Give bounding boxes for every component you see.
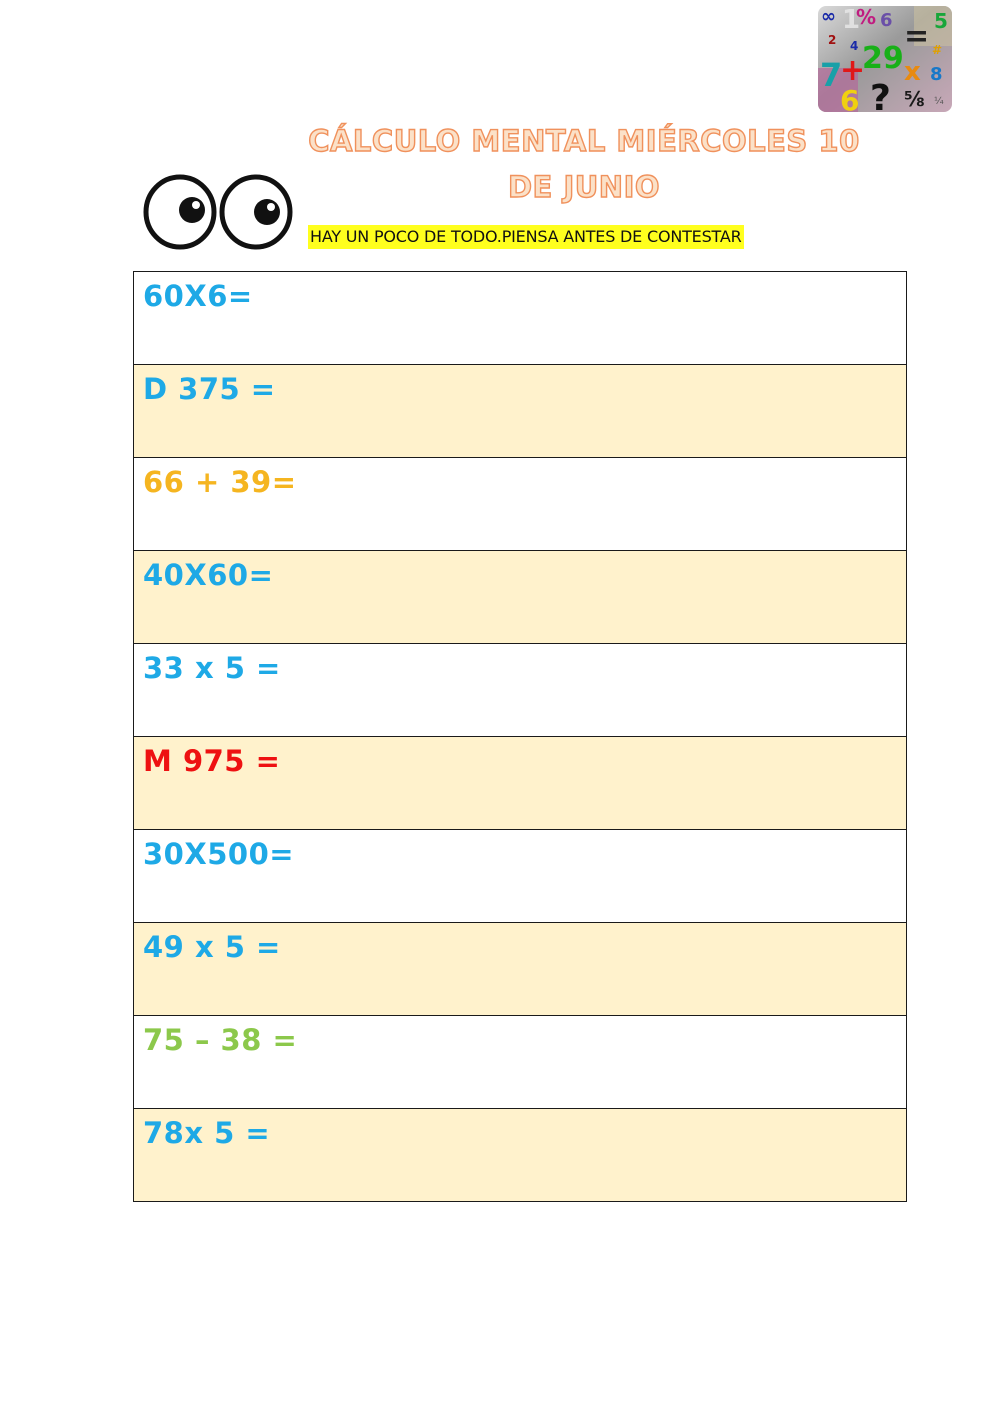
exercise-cell[interactable] — [134, 737, 907, 830]
exercise-text: 49 x 5 = — [143, 930, 281, 964]
exercise-cell[interactable] — [134, 551, 907, 644]
svg-text:?: ? — [870, 78, 891, 112]
svg-text:x: x — [904, 57, 921, 87]
svg-text:1: 1 — [842, 6, 861, 35]
exercise-cell[interactable] — [134, 830, 907, 923]
exercise-row — [134, 1109, 907, 1202]
svg-text:#: # — [932, 43, 943, 57]
svg-text:%: % — [856, 6, 877, 29]
exercise-cell[interactable] — [134, 272, 907, 365]
exercise-text: 78x 5 = — [143, 1116, 271, 1150]
svg-text:4: 4 — [850, 39, 859, 53]
exercise-row — [134, 365, 907, 458]
exercise-cell[interactable] — [134, 1109, 907, 1202]
exercise-text: 60X6= — [143, 279, 253, 313]
exercise-row — [134, 830, 907, 923]
svg-text:+: + — [840, 53, 866, 88]
exercise-cell[interactable] — [134, 1016, 907, 1109]
title-line-1: CÁLCULO MENTAL MIÉRCOLES 10 — [308, 124, 860, 158]
exercise-text: 30X500= — [143, 837, 295, 871]
svg-text:=: = — [904, 19, 930, 54]
svg-text:2: 2 — [828, 33, 837, 47]
exercise-row — [134, 923, 907, 1016]
eyes-decoration — [140, 172, 296, 252]
svg-text:7: 7 — [820, 56, 843, 94]
exercise-cell[interactable] — [134, 365, 907, 458]
exercise-row — [134, 1016, 907, 1109]
page-title — [300, 118, 868, 210]
exercise-text: 40X60= — [143, 558, 274, 592]
svg-text:5: 5 — [934, 9, 948, 33]
exercise-cell[interactable] — [134, 644, 907, 737]
exercise-text: D 375 = — [143, 372, 276, 406]
exercise-text: M 975 = — [143, 744, 281, 778]
exercise-cell[interactable] — [134, 458, 907, 551]
exercise-text: 33 x 5 = — [143, 651, 281, 685]
exercise-text: 66 + 39= — [143, 465, 297, 499]
svg-text:6: 6 — [880, 10, 893, 31]
exercise-table — [133, 271, 907, 1202]
title-line-2: DE JUNIO — [507, 170, 661, 204]
exercise-row — [134, 458, 907, 551]
svg-text:∞: ∞ — [821, 6, 836, 27]
svg-text:6: 6 — [840, 84, 860, 112]
math-symbols-icon — [818, 6, 952, 112]
googly-eyes-icon — [140, 172, 296, 252]
math-symbols-image — [818, 6, 952, 112]
instruction-text: HAY UN POCO DE TODO.PIENSA ANTES DE CONTESTAR — [308, 225, 744, 249]
exercise-cell[interactable] — [134, 923, 907, 1016]
exercise-text: 75 – 38 = — [143, 1023, 298, 1057]
svg-text:⅝: ⅝ — [904, 87, 925, 111]
exercise-row — [134, 551, 907, 644]
exercise-row — [134, 272, 907, 365]
svg-text:29: 29 — [862, 41, 904, 76]
svg-text:¼: ¼ — [934, 96, 944, 107]
exercise-row — [134, 737, 907, 830]
svg-text:8: 8 — [930, 64, 943, 85]
exercise-row — [134, 644, 907, 737]
